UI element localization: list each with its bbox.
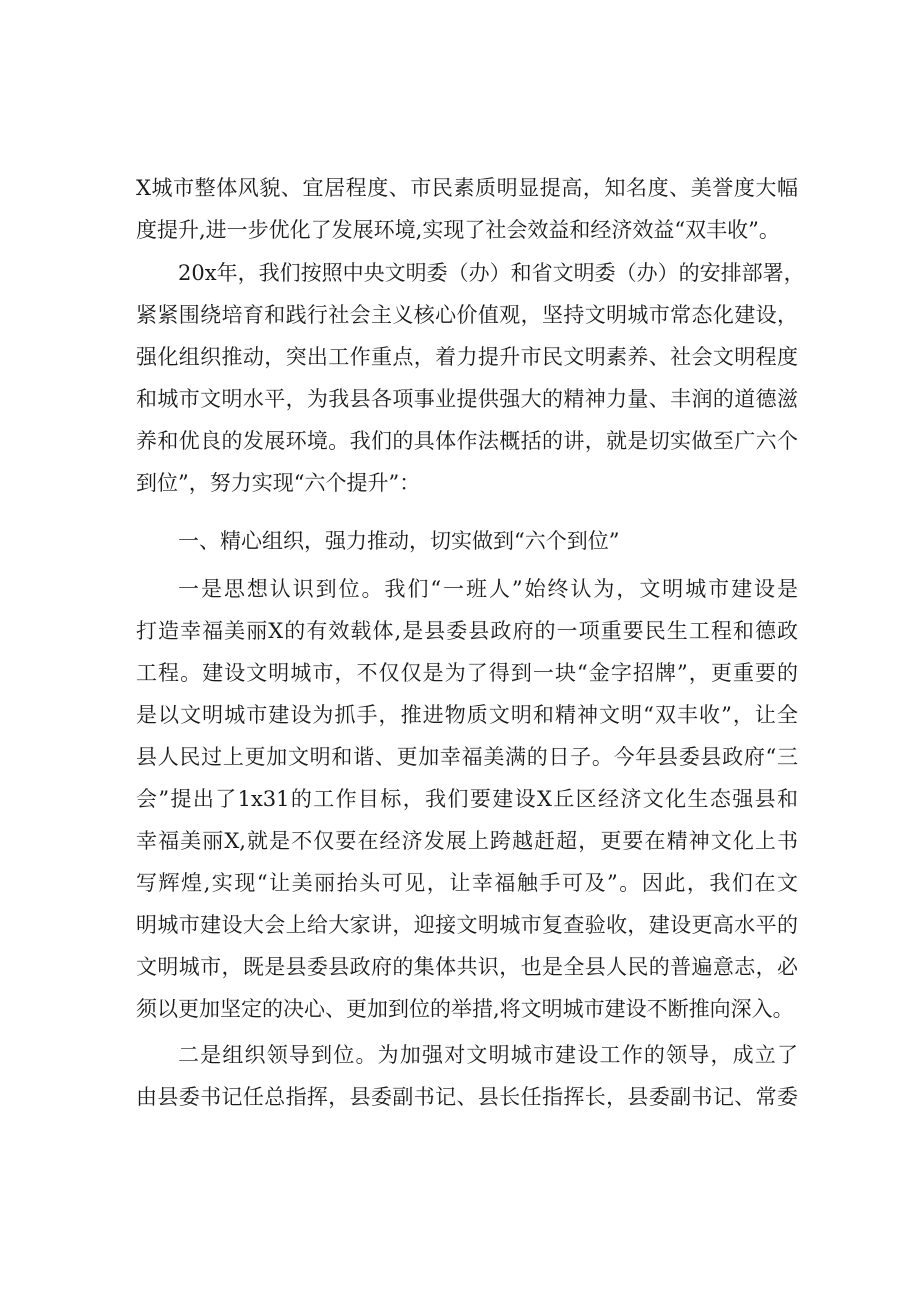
text-line: 工程。建设文明城市，不仅仅是为了得到一块“金字招牌”，更重要的 — [136, 661, 798, 685]
section-heading: 一、精心组织，强力推动，切实做到“六个到位” — [178, 529, 620, 553]
text-line: 和城市文明水平，为我县各项事业提供强大的精神力量、丰润的道德滋 — [136, 387, 798, 411]
text-line: 由县委书记任总指挥，县委副书记、县长任指挥长，县委副书记、常委 — [136, 1085, 798, 1109]
text-line: 是以文明城市建设为抓手，推进物质文明和精神文明“双丰收”，让全 — [136, 703, 798, 727]
text-line: 写辉煌,实现“让美丽抬头可见，让幸福触手可及”。因此，我们在文 — [136, 871, 798, 895]
text-line: 紧紧围绕培育和践行社会主义核心价值观，坚持文明城市常态化建设， — [136, 303, 798, 327]
text-line: 一是思想认识到位。我们“一班人”始终认为，文明城市建设是 — [178, 577, 798, 601]
text-line: 县人民过上更加文明和谐、更加幸福美满的日子。今年县委县政府“三 — [136, 745, 798, 769]
text-line: 到位”，努力实现“六个提升”： — [136, 471, 421, 495]
text-line: 20x年，我们按照中央文明委（办）和省文明委（办）的安排部署， — [178, 261, 805, 285]
text-line: 须以更加坚定的决心、更加到位的举措,将文明城市建设不断推向深入。 — [136, 997, 794, 1021]
text-line: 度提升,进一步优化了发展环境,实现了社会效益和经济效益“双丰收”。 — [136, 218, 780, 242]
text-line: 幸福美丽X,就是不仅要在经济发展上跨越赶超，更要在精神文化上书 — [136, 829, 798, 853]
text-line: 文明城市，既是县委县政府的集体共识，也是全县人民的普遍意志，必 — [136, 955, 798, 979]
text-line: 打造幸福美丽X的有效载体,是县委县政府的一项重要民生工程和德政 — [136, 619, 798, 643]
text-line: 明城市建设大会上给大家讲，迎接文明城市复查验收，建设更高水平的 — [136, 913, 798, 937]
text-line: 二是组织领导到位。为加强对文明城市建设工作的领导，成立了 — [178, 1043, 798, 1067]
text-line: 养和优良的发展环境。我们的具体作法概括的讲，就是切实做至广六个 — [136, 429, 798, 453]
text-line: X城市整体风貌、宜居程度、市民素质明显提高，知名度、美誉度大幅 — [136, 176, 798, 200]
text-line: 强化组织推动，突出工作重点，着力提升市民文明素养、社会文明程度 — [136, 345, 798, 369]
text-line: 会”提出了1x31的工作目标，我们要建设X丘区经济文化生态强县和 — [136, 787, 798, 811]
